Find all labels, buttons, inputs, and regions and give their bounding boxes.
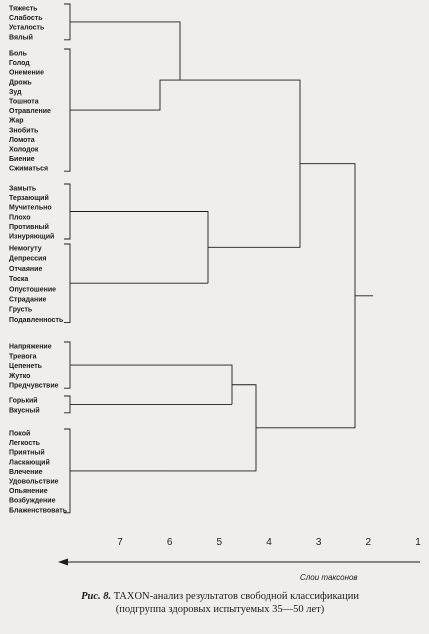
caption-line-2: (подгруппа здоровых испытуемых 35—50 лет) (115, 604, 325, 615)
taxon-label: Опустошение (9, 286, 57, 294)
figure-label: Рис. 8. (81, 591, 112, 602)
taxon-label: Горький (9, 397, 38, 405)
taxon-label: Возбуждение (9, 497, 56, 505)
taxon-label: Тошнота (9, 98, 39, 106)
taxon-label: Приятный (9, 449, 45, 457)
caption-line-1 (20, 590, 420, 603)
layer-number: 6 (166, 537, 173, 548)
layer-number: 1 (415, 537, 421, 548)
taxon-label: Покой (9, 430, 31, 438)
axis-label: Слои таксонов (300, 573, 358, 582)
taxon-label: Сжиматься (9, 165, 49, 173)
taxon-label: Холодок (9, 146, 39, 154)
link-g1 (70, 22, 180, 80)
group-bracket (64, 49, 70, 171)
taxon-label: Замыть (9, 185, 37, 193)
taxon-label: Легкость (9, 440, 40, 448)
taxon-label: Голод (9, 60, 30, 68)
taxon-label: Боль (9, 50, 27, 58)
taxon-label: Немогуту (9, 245, 42, 253)
taxon-label: Страдание (9, 296, 47, 304)
taxon-label: Опьянение (9, 488, 48, 496)
taxon-label: Жутко (9, 372, 31, 380)
axis-arrowhead (58, 559, 68, 566)
taxon-label: Слабость (9, 15, 43, 23)
taxon-label: Жар (9, 117, 24, 125)
taxon-label: Блаженствовать (9, 507, 68, 515)
taxon-label: Грусть (9, 306, 33, 314)
layer-number: 7 (117, 537, 123, 548)
taxon-label: Депрессия (9, 255, 47, 263)
taxon-label: Напряжение (9, 343, 52, 351)
taxon-label: Противный (9, 223, 49, 231)
group-bracket (64, 4, 70, 40)
layer-number: 2 (365, 537, 372, 548)
taxon-label: Мучительно (9, 204, 52, 212)
taxon-label: Подавленность (9, 316, 64, 324)
caption-title: TAXON-анализ результатов свободной классификации (113, 591, 359, 602)
taxon-label: Предчувствие (9, 382, 59, 390)
taxon-label: Дрожь (9, 79, 32, 87)
taxon-label: Биение (9, 156, 35, 164)
figure-caption (20, 590, 420, 616)
group-bracket (64, 396, 70, 413)
taxon-label: Знобить (9, 127, 39, 135)
taxon-label: Ласкающий (9, 459, 50, 467)
taxon-label: Вкусный (9, 407, 40, 415)
taxon-label: Онемение (9, 69, 44, 77)
taxon-label: Тревога (9, 353, 37, 361)
taxon-label: Влечение (9, 468, 43, 476)
taxon-label: Вялый (9, 34, 33, 42)
layer-number: 4 (266, 537, 272, 548)
taxon-label: Изнуряющий (9, 233, 55, 241)
link-root (256, 164, 355, 428)
taxon-label: Зуд (9, 88, 22, 96)
taxon-label: Отравление (9, 108, 51, 116)
taxon-label: Отчаяние (9, 265, 43, 273)
layer-number: 5 (216, 537, 223, 548)
group-bracket (64, 244, 70, 322)
link-g3 (70, 212, 208, 284)
taxon-label: Терзающий (9, 195, 49, 203)
taxon-label: Плохо (9, 214, 31, 222)
taxon-label: Ломота (9, 136, 35, 144)
taxon-label: Удовольствие (9, 478, 59, 486)
group-bracket (64, 184, 70, 239)
taxon-label: Тяжесть (9, 5, 38, 13)
group-bracket (64, 342, 70, 388)
group-bracket (64, 429, 70, 513)
link-g2 (70, 80, 180, 110)
taxon-label: Тоска (9, 276, 29, 284)
taxon-label: Усталость (9, 24, 45, 32)
link-upper (180, 80, 300, 247)
taxon-label: Цепенеть (9, 363, 42, 371)
link-lower (170, 385, 256, 471)
layer-number: 3 (315, 537, 322, 548)
link-g5 (70, 365, 232, 404)
